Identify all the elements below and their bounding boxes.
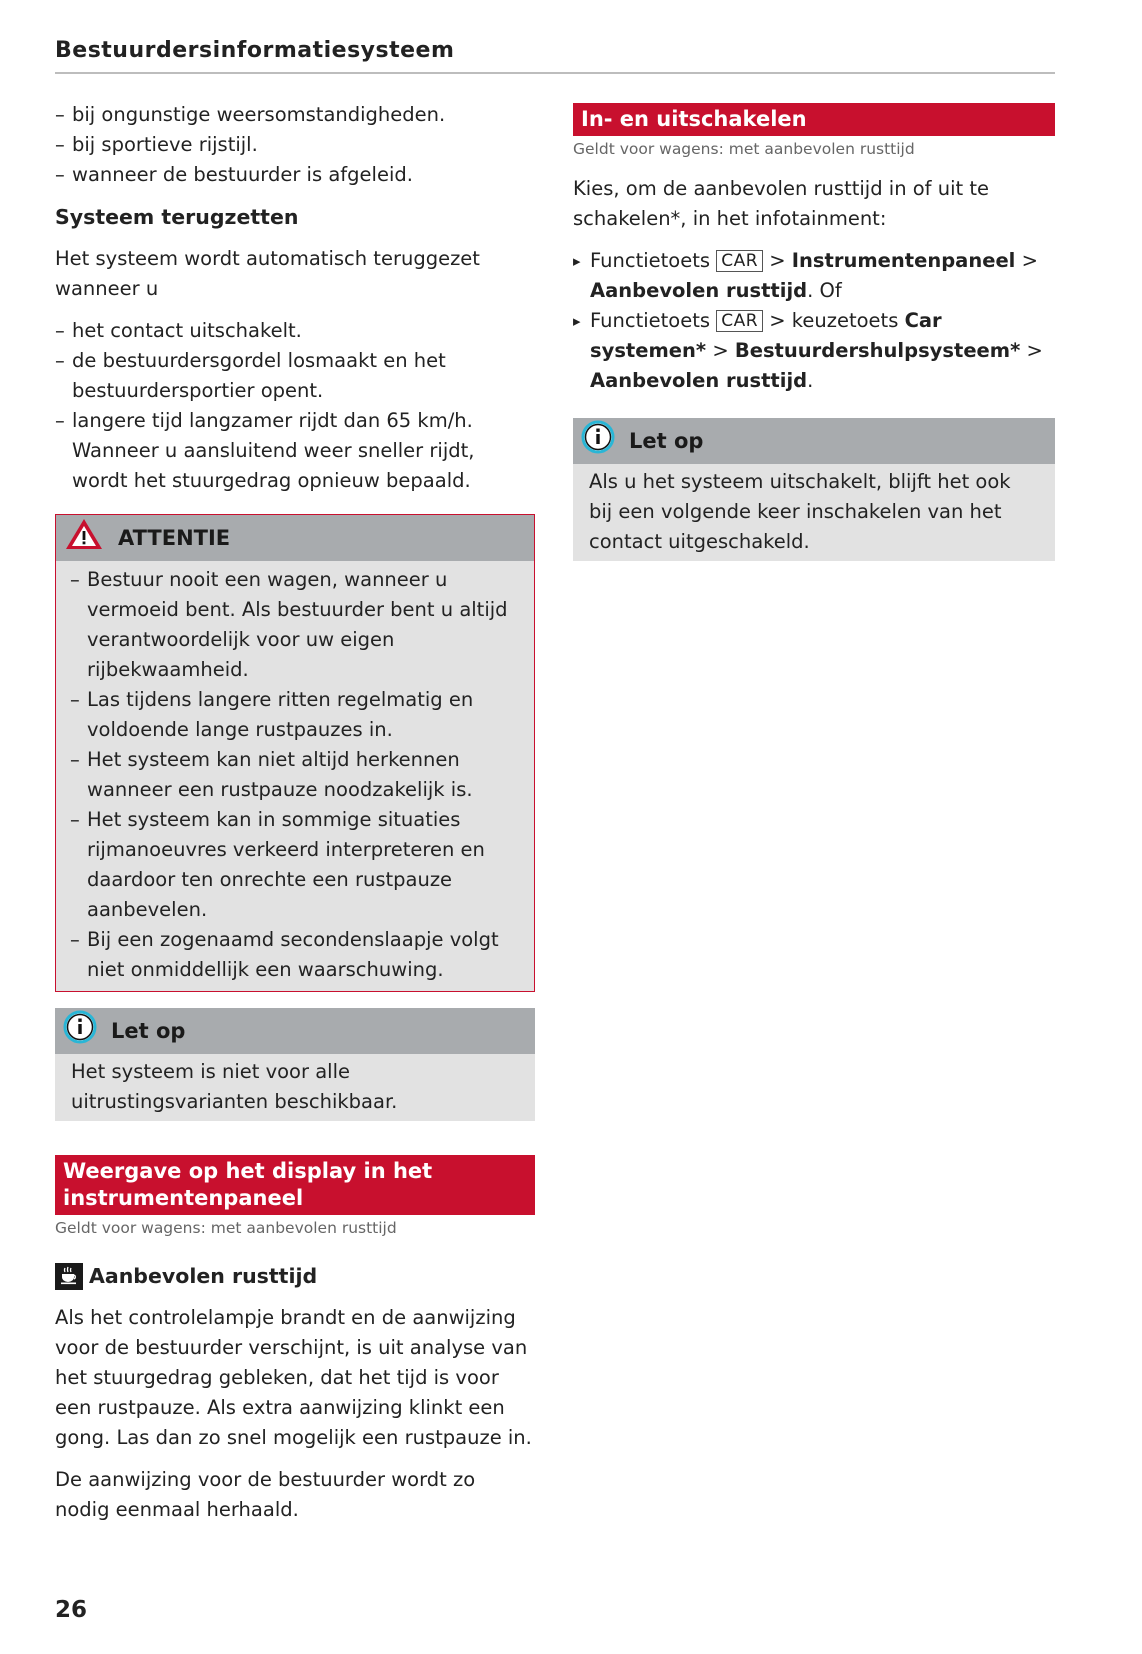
warning-triangle-icon (64, 517, 104, 560)
coffee-cup-icon (55, 1263, 83, 1290)
onoff-steps (573, 246, 1055, 396)
indicator-paragraph-1: Als het controlelampje brandt en de aanwijzing voor de bestuurder verschijnt, is uit analyse van het stuurgedrag gebleken, dat het tijd is voor een rustpauze. Als extra aanwijzing klinkt een gong. Las dan zo snel mogelijk een rustpauze in. (55, 1306, 532, 1449)
right-column (573, 103, 1055, 561)
list-item: – bij ongunstige weersomstandigheden. (55, 100, 535, 130)
list-item: – de bestuurdersgordel losmaakt en het bestuurdersportier opent. (55, 346, 525, 406)
step-item: ▸ Functietoets CAR > keuzetoets Car systemen* > Bestuurdershulpsysteem* > Aanbevolen rusttijd. (573, 306, 1055, 396)
info-icon (63, 1010, 97, 1053)
note-box-header (55, 1008, 535, 1054)
page-number: 26 (55, 1597, 88, 1623)
list-item: – Bestuur nooit een wagen, wanneer u vermoeid bent. Als bestuurder bent u altijd verantwoordelijk voor uw eigen rijbekwaamheid. (70, 565, 520, 685)
warning-box (55, 514, 535, 992)
applies-to-note: Geldt voor wagens: met aanbevolen rusttijd (573, 140, 915, 158)
indicator-title: Aanbevolen rusttijd (89, 1264, 318, 1288)
list-item: – Het systeem kan in sommige situaties rijmanoeuvres verkeerd interpreteren en daardoor ten onrechte een rustpauze aanbevelen. (70, 805, 520, 925)
reset-conditions-list (55, 316, 525, 496)
list-item: – Las tijdens langere ritten regelmatig en voldoende lange rustpauzes in. (70, 685, 520, 745)
warning-title: ATTENTIE (118, 526, 231, 550)
indicator-paragraph-2: De aanwijzing voor de bestuurder wordt zo nodig eenmaal herhaald. (55, 1468, 476, 1521)
note-text: Als u het systeem uitschakelt, blijft het ook bij een volgende keer inschakelen van het contact uitgeschakeld. (589, 470, 1011, 553)
warning-box-header (56, 515, 534, 561)
conditions-list (55, 100, 535, 190)
step-item: ▸ Functietoets CAR > Instrumentenpaneel > Aanbevolen rusttijd. Of (573, 246, 1055, 306)
list-item: – bij sportieve rijstijl. (55, 130, 535, 160)
menu-path-item: Car systemen* (590, 309, 942, 362)
warning-list (70, 565, 520, 985)
car-key-label: CAR (716, 310, 763, 332)
note-box (573, 418, 1055, 561)
header-divider (55, 72, 1055, 74)
list-item: – Het systeem kan niet altijd herkennen wanneer een rustpauze noodzakelijk is. (70, 745, 520, 805)
reset-heading: Systeem terugzetten (55, 205, 299, 229)
onoff-intro: Kies, om de aanbevolen rusttijd in of uit te schakelen*, in het infotainment: (573, 177, 990, 230)
info-icon (581, 420, 615, 463)
indicator-heading (55, 1261, 535, 1291)
running-header-title: Bestuurdersinformatiesysteem (55, 38, 455, 63)
onoff-section-title: In- en uitschakelen (573, 103, 1055, 136)
applies-to-note: Geldt voor wagens: met aanbevolen rusttijd (55, 1219, 397, 1237)
car-key-label: CAR (716, 250, 763, 272)
note-title: Let op (111, 1019, 186, 1043)
list-item: – het contact uitschakelt. (55, 316, 525, 346)
list-item: – Bij een zogenaamd secondenslaapje volgt niet onmiddellijk een waarschuwing. (70, 925, 520, 985)
menu-path-item: Aanbevolen rusttijd (590, 369, 808, 392)
left-column (55, 100, 535, 1525)
menu-path-item: Aanbevolen rusttijd (590, 279, 808, 302)
list-item: – wanneer de bestuurder is afgeleid. (55, 160, 535, 190)
note-box-header (573, 418, 1055, 464)
note-text: Het systeem is niet voor alle uitrustingsvarianten beschikbaar. (71, 1060, 398, 1113)
menu-path-item: Instrumentenpaneel (791, 249, 1016, 272)
reset-intro: Het systeem wordt automatisch teruggezet wanneer u (55, 247, 480, 300)
list-item: – langere tijd langzamer rijdt dan 65 km/h. Wanneer u aansluitend weer sneller rijdt, wordt het stuurgedrag opnieuw bepaald. (55, 406, 525, 496)
note-title: Let op (629, 429, 704, 453)
note-box (55, 1008, 535, 1121)
display-section-title: Weergave op het display in het instrumentenpaneel (55, 1155, 535, 1215)
menu-path-item: Bestuurdershulpsysteem* (734, 339, 1021, 362)
